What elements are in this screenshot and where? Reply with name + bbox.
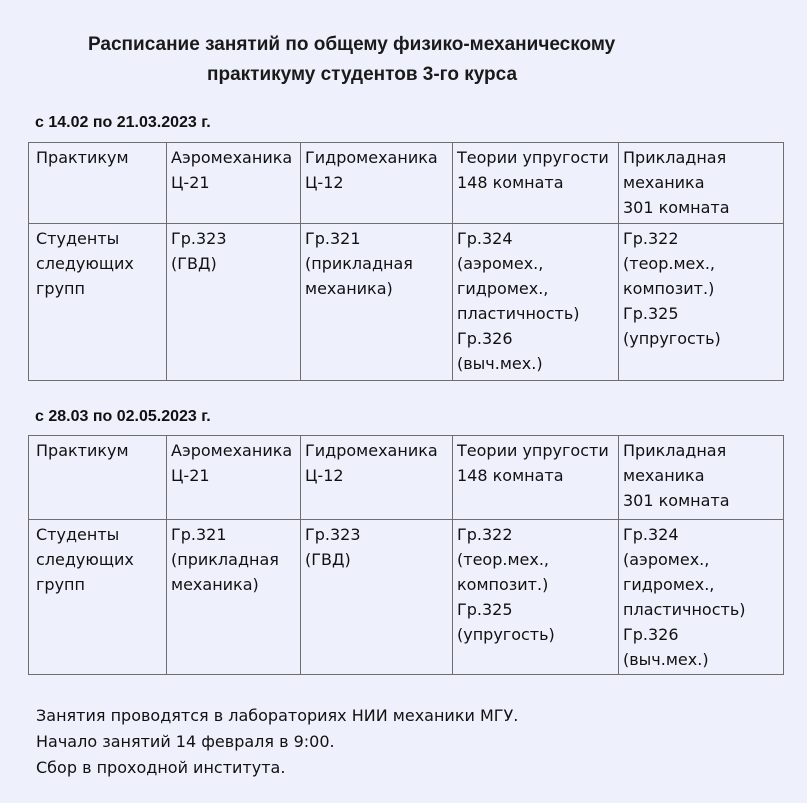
cell-line: (упругость) <box>457 625 555 644</box>
cell-line: Ц-12 <box>305 466 344 485</box>
header-cell <box>453 143 619 224</box>
cell-line: Гр.321 <box>171 525 227 544</box>
cell-line: (ГВД) <box>171 254 217 273</box>
cell-line: Гр.322 <box>457 525 513 544</box>
cell-line: композит.) <box>623 279 715 298</box>
cell-line: Ц-12 <box>305 173 344 192</box>
table-cell <box>301 520 453 675</box>
table-cell <box>167 224 301 381</box>
cell-line: следующих <box>36 254 134 273</box>
cell-line: механика) <box>171 575 259 594</box>
cell-line: Ц-21 <box>171 173 210 192</box>
header-cell <box>619 143 784 224</box>
cell-line: (аэромех., <box>623 550 710 569</box>
cell-line: Гр.326 <box>623 625 679 644</box>
table-cell <box>619 224 784 381</box>
table-cell <box>301 224 453 381</box>
title-line-1: Расписание занятий по общему физико-механическому <box>88 34 616 55</box>
cell-line: механика <box>623 173 705 192</box>
cell-line: Гр.323 <box>305 525 361 544</box>
cell-line: пластичность) <box>623 600 746 619</box>
cell-line: Гр.325 <box>457 600 513 619</box>
title-line-2: практикуму студентов 3-го курса <box>207 64 518 85</box>
cell-line: 148 комната <box>457 466 564 485</box>
footer-line: Сбор в проходной института. <box>36 758 286 777</box>
cell-line: 301 комната <box>623 198 730 217</box>
schedule-table-1 <box>28 142 784 381</box>
footer-line: Начало занятий 14 февраля в 9:00. <box>36 732 335 751</box>
table-cell <box>453 520 619 675</box>
cell-line: (теор.мех., <box>623 254 715 273</box>
cell-line: групп <box>36 575 85 594</box>
cell-line: Студенты <box>36 525 120 544</box>
table-cell <box>29 224 167 381</box>
cell-line: Ц-21 <box>171 466 210 485</box>
header-cell <box>619 436 784 520</box>
cell-line: Аэромеханика <box>171 441 293 460</box>
cell-line: следующих <box>36 550 134 569</box>
cell-line: Гр.326 <box>457 329 513 348</box>
cell-line: Гр.321 <box>305 229 361 248</box>
cell-line: (выч.мех.) <box>457 354 543 373</box>
cell-line: Теории упругости <box>457 441 609 460</box>
cell-line: (ГВД) <box>305 550 351 569</box>
table-cell <box>29 520 167 675</box>
cell-line: Гр.324 <box>457 229 513 248</box>
cell-line: (аэромех., <box>457 254 544 273</box>
cell-line: гидромех., <box>457 279 549 298</box>
table-header-row <box>29 143 784 224</box>
cell-line: пластичность) <box>457 304 580 323</box>
cell-line: Практикум <box>36 441 129 460</box>
table-header-row <box>29 436 784 520</box>
header-cell <box>167 143 301 224</box>
cell-line: Гр.323 <box>171 229 227 248</box>
cell-line: Практикум <box>36 148 129 167</box>
cell-line: 301 комната <box>623 491 730 510</box>
cell-line: механика <box>623 466 705 485</box>
period-1-label: с 14.02 по 21.03.2023 г. <box>35 114 211 131</box>
schedule-table-2 <box>28 435 784 675</box>
cell-line: Прикладная <box>623 148 727 167</box>
cell-line: Гр.325 <box>623 304 679 323</box>
header-cell <box>29 143 167 224</box>
cell-line: Теории упругости <box>457 148 609 167</box>
cell-line: Гр.322 <box>623 229 679 248</box>
header-cell <box>301 143 453 224</box>
cell-line: (упругость) <box>623 329 721 348</box>
table-row <box>29 520 784 675</box>
cell-line: Гр.324 <box>623 525 679 544</box>
period-2-label: с 28.03 по 02.05.2023 г. <box>35 408 211 425</box>
footer-notes <box>36 703 518 781</box>
cell-line: (прикладная <box>171 550 279 569</box>
header-cell <box>29 436 167 520</box>
table-cell <box>619 520 784 675</box>
cell-line: гидромех., <box>623 575 715 594</box>
cell-line: (теор.мех., <box>457 550 549 569</box>
cell-line: Гидромеханика <box>305 148 438 167</box>
cell-line: (прикладная <box>305 254 413 273</box>
table-cell <box>453 224 619 381</box>
cell-line: Студенты <box>36 229 120 248</box>
cell-line: Аэромеханика <box>171 148 293 167</box>
cell-line: групп <box>36 279 85 298</box>
table-row <box>29 224 784 381</box>
cell-line: Прикладная <box>623 441 727 460</box>
table-cell <box>167 520 301 675</box>
cell-line: композит.) <box>457 575 549 594</box>
cell-line: механика) <box>305 279 393 298</box>
footer-line: Занятия проводятся в лабораториях НИИ механики МГУ. <box>36 706 519 725</box>
cell-line: 148 комната <box>457 173 564 192</box>
header-cell <box>167 436 301 520</box>
cell-line: (выч.мех.) <box>623 650 709 669</box>
header-cell <box>453 436 619 520</box>
header-cell <box>301 436 453 520</box>
cell-line: Гидромеханика <box>305 441 438 460</box>
